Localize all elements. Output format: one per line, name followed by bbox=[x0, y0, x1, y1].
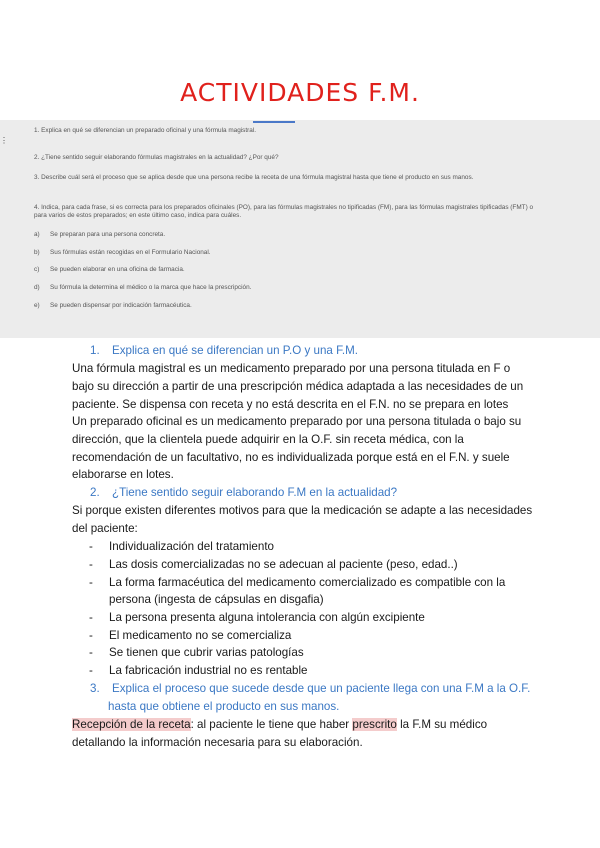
paragraph-line: recomendación de un facultativo, no es individualizada porque está en el F.N. y suele bbox=[72, 451, 510, 464]
list-item: - Se tienen que cubrir varias patologías bbox=[89, 646, 304, 659]
heading-question-3: 3. Explica el proceso que sucede desde que un paciente llega con una F.M a la O.F. bbox=[90, 682, 531, 695]
list-item-cont: persona (ingesta de cápsulas en disgafia) bbox=[109, 593, 324, 606]
screenshot-question-1: 1. Explica en qué se diferencian un preparado oficinal y una fórmula magistral. bbox=[34, 127, 257, 134]
screenshot-question-3: 3. Describe cuál será el proceso que se aplica desde que una persona recibe la receta de una fórmula magistral hasta que tiene el producto en sus manos. bbox=[34, 174, 474, 181]
list-item: - Las dosis comercializadas no se adecuan al paciente (peso, edad..) bbox=[89, 558, 458, 571]
paragraph-line: Si porque existen diferentes motivos para que la medicación se adapte a las necesidades bbox=[72, 504, 533, 517]
screenshot-option: d) Su fórmula la determina el médico o la marca que hace la prescripción. bbox=[34, 284, 252, 291]
screenshot-question-2: 2. ¿Tiene sentido seguir elaborando fórmulas magistrales en la actualidad? ¿Por qué? bbox=[34, 154, 279, 161]
screenshot-option: c) Se pueden elaborar en una oficina de farmacia. bbox=[34, 266, 185, 273]
page-title: ACTIVIDADES F.M. bbox=[180, 78, 420, 107]
list-item: - El medicamento no se comercializa bbox=[89, 629, 292, 642]
paragraph-line: dirección, que la clientela puede adquirir en la O.F. sin receta médica, con la bbox=[72, 433, 464, 446]
paragraph-line: del paciente: bbox=[72, 522, 138, 535]
screenshot-question-4-cont: para varios de estos preparados; en este último caso, indica para cuáles. bbox=[34, 212, 242, 219]
paragraph-line: bajo su dirección a partir de una prescripción médica adaptada a las necesidades de un bbox=[72, 380, 524, 393]
list-item: - La fabricación industrial no es rentable bbox=[89, 664, 308, 677]
paragraph-line: paciente. Se dispensa con receta y no está descrita en el F.N. no se prepara en lotes bbox=[72, 398, 509, 411]
paragraph-line: elaborarse en lotes. bbox=[72, 468, 174, 481]
paragraph-line: Una fórmula magistral es un medicamento preparado por una persona titulada en F o bbox=[72, 362, 511, 375]
paragraph-line: Recepción de la receta: al paciente le tiene que haber prescrito la F.M su médico bbox=[72, 718, 488, 731]
list-item: - Individualización del tratamiento bbox=[89, 540, 274, 553]
list-item: - La forma farmacéutica del medicamento comercializado es compatible con la bbox=[89, 576, 506, 589]
screenshot-option: e) Se pueden dispensar por indicación farmacéutica. bbox=[34, 302, 192, 309]
more-options-icon: ⋮ bbox=[0, 136, 8, 145]
screenshot-question-4: 4. Indica, para cada frase, si es correcta para los preparados oficinales (PO), para las fórmulas magistrales no tipificadas (FM), para las fórmulas magistrales tipificadas (FMT) o bbox=[34, 204, 534, 211]
screenshot-option: b) Sus fórmulas están recogidas en el Formulario Nacional. bbox=[34, 249, 211, 256]
heading-question-2: 2. ¿Tiene sentido seguir elaborando F.M en la actualidad? bbox=[90, 486, 398, 499]
highlight: Recepción de la receta bbox=[72, 718, 191, 731]
active-tab-indicator bbox=[253, 121, 295, 123]
list-item: - La persona presenta alguna intolerancia con algún excipiente bbox=[89, 611, 425, 624]
embedded-screenshot bbox=[0, 120, 600, 338]
highlight: prescrito bbox=[352, 718, 397, 731]
heading-question-3-cont: hasta que obtiene el producto en sus manos. bbox=[108, 700, 340, 713]
paragraph-line: Un preparado oficinal es un medicamento preparado por una persona titulada o bajo su bbox=[72, 415, 522, 428]
screenshot-option: a) Se preparan para una persona concreta. bbox=[34, 231, 166, 238]
heading-question-1: 1. Explica en qué se diferencian un P.O y una F.M. bbox=[90, 344, 358, 357]
paragraph-line: detallando la información necesaria para su elaboración. bbox=[72, 736, 363, 749]
